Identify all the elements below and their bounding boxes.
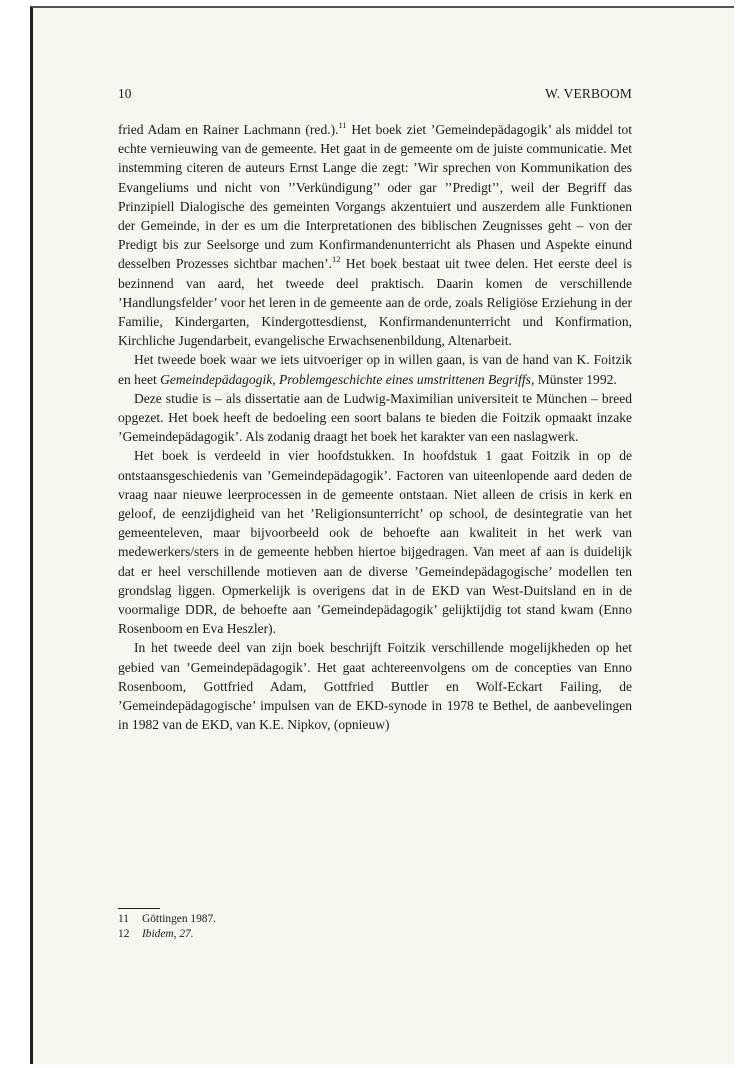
book-title: Gemeindepädagogik, Problemgeschichte eines umstrittenen Begriffs, [160, 371, 535, 387]
footnote-ref-12: 12 [332, 254, 341, 265]
footnote-12 [118, 927, 632, 942]
body-text [118, 120, 632, 735]
paragraph-1-part-c: Het boek bestaat uit twee delen. Het eerste deel is bezinnend van aard, het tweede deel praktisch. Daarin komen de verschillende ’Handlungsfelder’ voor het leren in de gemeente aan de orde, zoals Religiöse Erziehung in der Familie, Kindergarten, Kindergottesdienst, Konfirmandenunterricht und Konfirmation, Kirchliche Jugendarbeit, evangelische Erwachsenenbildung, Altenarbeit. [118, 256, 632, 349]
page-number: 10 [118, 86, 132, 101]
paragraph-5: In het tweede deel van zijn boek beschrijft Foitzik verschillende mogelijkheden op het gebied van ’Gemeindepädagogik’. Het gaat achtereenvolgens om de concepties van Enno Rosenboom, Gottfried Adam, Gottfried Buttler en Wolf-Eckart Failing, de ’Gemeindepädagogische’ impulsen van de EKD-synode in 1978 te Bethel, de aanbevelingen in 1982 van de EKD, van K.E. Nipkov, (opnieuw) [118, 640, 632, 733]
paragraph-2-part-b: Münster 1992. [534, 371, 617, 387]
paragraph-2-part-a: Het tweede boek waar we iets uitvoeriger op in willen gaan, is van de hand van K. Foitzik en heet [118, 352, 632, 387]
paragraph-1-part-a: fried Adam en Rainer Lachmann (red.). [118, 122, 339, 137]
footnote-11 [118, 912, 632, 927]
footnote-rule [118, 908, 160, 909]
running-head-author: W. VERBOOM [545, 86, 632, 101]
footnotes [118, 912, 632, 942]
paragraph-3: Deze studie is – als dissertatie aan de Ludwig-Maximilian universiteit te München – breed opgezet. Het boek heeft de bedoeling een soort balans te bieden die Foitzik opmaakt inzake ’Gemeindepädagogik’. Als zodanig draagt het boek het karakter van een naslagwerk. [118, 390, 632, 445]
footnote-number: 11 [118, 913, 129, 925]
paragraph-1-part-b: Het boek ziet ’Gemeindepädagogik’ als middel tot echte vernieuwing van de gemeente. Het gaat in de gemeente om de juiste communicatie. Met instemming citeren de auteurs Ernst Lange die zegt: ’Wir sprechen von Kommunikation des Evangeliums und nicht von ’’Verkündigung’’ oder gar ’’Predigt’’, weil der Begriff das Prinzipiell Dialogische des gemeinten Vorgangs akzentuiert und auszerdem alle Funktionen der Gemeinde, in der es um die Interpretationen des biblischen Zeugnisses geht – von der Predigt bis zur Seelsorge und zum Konfirmandenunterricht als Phasen und Aspekte einund desselben Prozesses sichtbar machen’. [118, 122, 632, 272]
footnote-text: Göttingen 1987. [142, 913, 217, 925]
paragraph-1 [118, 120, 632, 350]
paragraph-4: Het boek is verdeeld in vier hoofdstukken. In hoofdstuk 1 gaat Foitzik in op de ontstaansgeschiedenis van ’Gemeindepädagogik’. Factoren van uiteenlopende aard deden de vraag naar nieuwe leerprocessen in de gemeente ontstaan. Niet alleen de crisis in kerk en geloof, de eenzijdigheid van het ’Religionsunterricht’ op school, de desintegratie van het gemeenteleven, maar bijvoorbeeld ook de behoefte aan kwaliteit in het werk van medewerkers/sters in de gemeente hebben hiertoe bijgedragen. Van meet af aan is duidelijk dat er heel verschillende motieven aan de diverse ’Gemeindepädagogische’ modellen ten grondslag liggen. Opmerkelijk is overigens dat in de EKD van West-Duitsland en in de voormalige DDR, de behoefte aan ’Gemeindepädagogik’ gelijktijdig tot stand kwam (Enno Rosenboom en Eva Heszler). [118, 448, 632, 637]
paragraph-2 [118, 350, 632, 388]
footnote-ref-11: 11 [338, 120, 347, 130]
footnote-number: 12 [118, 928, 130, 940]
footnote-text: Ibidem, 27. [142, 928, 194, 940]
